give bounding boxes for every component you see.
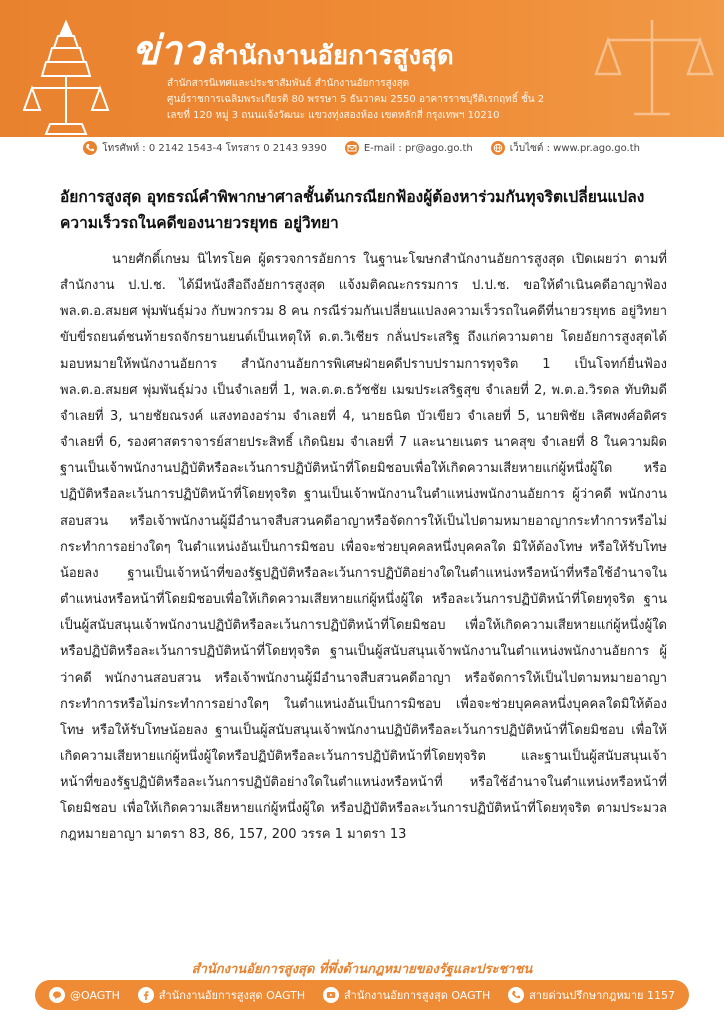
header-title <box>132 18 454 74</box>
youtube-icon <box>323 987 339 1003</box>
header-address-line-2: เลขที่ 120 หมู่ 3 ถนนแจ้งวัฒนะ แขวงทุ่งสองห้อง เขตหลักสี่ กรุงเทพฯ 10210 <box>167 110 500 121</box>
globe-icon <box>491 141 505 155</box>
email-text: E-mail : pr@ago.go.th <box>363 142 473 154</box>
facebook-icon <box>138 987 154 1003</box>
phone-icon <box>83 141 97 155</box>
phone-icon <box>508 987 524 1003</box>
line-icon <box>49 987 65 1003</box>
footer-slogan: สำนักงานอัยการสูงสุด ที่พึ่งด้านกฎหมายของรัฐและประชาชน <box>191 962 533 977</box>
footer-hotline[interactable] <box>508 986 675 1004</box>
footer-line-link[interactable] <box>49 987 120 1003</box>
footer-youtube-text: สำนักงานอัยการสูงสุด OAGTH <box>343 989 491 1002</box>
website-contact[interactable] <box>491 141 640 156</box>
header-org-line: สำนักสารนิเทศและประชาสัมพันธ์ สำนักงานอัยการสูงสุด <box>167 78 410 89</box>
email-icon <box>345 141 359 155</box>
article-headline: อัยการสูงสุด อุทธรณ์คำพิพากษาศาลชั้นต้นกรณียกฟ้องผู้ต้องหาร่วมกันทุจริตเปลี่ยนแปลงความเร็วรถในคดีของนายวรยุทธ อยู่วิทยา <box>60 188 645 232</box>
phone-text: โทรศัพท์ : 0 2142 1543-4 โทรสาร 0 2143 9390 <box>102 142 327 154</box>
header <box>0 0 724 170</box>
footer-hotline-text: สายด่วนปรึกษากฎหมาย 1157 <box>529 989 675 1002</box>
scales-of-justice-icon <box>590 10 724 132</box>
website-text: เว็บไซต์ : www.pr.ago.go.th <box>509 142 640 154</box>
email-contact[interactable] <box>345 141 473 155</box>
footer-facebook-text: สำนักงานอัยการสูงสุด OAGTH <box>158 989 306 1002</box>
header-title-main: ข่าว <box>132 28 205 74</box>
footer-facebook-link[interactable] <box>138 986 305 1004</box>
header-address-line-1: ศูนย์ราชการเฉลิมพระเกียรติ 80 พรรษา 5 ธันวาคม 2550 อาคารราชบุรีดิเรกฤทธิ์ ชั้น 2 <box>167 94 545 105</box>
header-contacts <box>0 137 724 159</box>
footer-youtube-link[interactable] <box>323 986 490 1004</box>
article-body: นายศักดิ์เกษม นิไทรโยค ผู้ตรวจการอัยการ ในฐานะโฆษกสำนักงานอัยการสูงสุด เปิดเผยว่า ตามที่สำนักงาน ป.ป.ช. ได้มีหนังสือถึงอัยการสูงสุด แจ้งมติคณะกรรมการ ป.ป.ช. ขอให้ดำเนินคดีอาญาฟ้อง พล.ต.อ.สมยศ พุ่มพันธุ์ม่วง กับพวกรวม 8 คน กรณีร่วมกันเปลี่ยนแปลงความเร็วรถในคดีที่นายวรยุทธ อยู่วิทยา ขับขี่รถยนต์ชนท้ายรถจักรยานยนต์เป็นเหตุให้ ด.ต.วิเชียร กลั่นประเสริฐ ถึงแก่ความตาย โดยอัยการสูงสุดได้มอบหมายให้พนักงานอัยการ สำนักงานอัยการพิเศษฝ่ายคดีปราบปรามการทุจริต 1 เป็นโจทก์ยื่นฟ้อง พล.ต.อ.สมยศ พุ่มพันธุ์ม่วง เป็นจำเลยที่ 1, พล.ต.ต.ธวัชชัย เมฆประเสริฐสุข จำเลยที่ 2, พ.ต.อ.วิรดล ทับทิมดี จำเลยที่ 3, นายชัยณรงค์ แสงทองอร่าม จำเลยที่ 4, นายธนิต บัวเขียว จำเลยที่ 5, นายพิชัย เลิศพงศ์อดิศร จำเลยที่ 6, รองศาสตราจารย์สายประสิทธิ์ เกิดนิยม จำเลยที่ 7 และนายเนตร นาคสุข จำเลยที่ 8 ในความผิดฐานเป็นเจ้าพนักงานปฏิบัติหรือละเว้นการปฏิบัติหน้าที่โดยมิชอบเพื่อให้เกิดความเสียหายแก่ผู้หนึ่งผู้ใด หรือปฏิบัติหรือละเว้นการปฏิบัติหน้าที่โดยทุจริต ฐานเป็นเจ้าพนักงานในตำแหน่งพนักงานอัยการ ผู้ว่าคดี พนักงานสอบสวน หรือเจ้าพนักงานผู้มีอำนาจสืบสวนคดีอาญาหรือจัดการให้เป็นไปตามหมายอาญากระทำการหรือไม่กระทำการอย่างใดๆ ในตำแหน่งอันเป็นการมิชอบ เพื่อจะช่วยบุคคลหนึ่งบุคคลใด มิให้ต้องโทษ หรือให้รับโทษน้อยลง ฐานเป็นเจ้าหน้าที่ของรัฐปฏิบัติหรือละเว้นการปฏิบัติอย่างใดในตำแหน่งหรือหน้าที่หรือใช้อำนาจในตำแหน่งหรือหน้าที่โดยมิชอบเพื่อให้เกิดความเสียหายแก่ผู้หนึ่งผู้ใด หรือละเว้นการปฏิบัติหน้าที่โดยทุจริต ฐานเป็นผู้สนับสนุนเจ้าพนักงานปฏิบัติหรือละเว้นการปฏิบัติหน้าที่โดยมิชอบ เพื่อให้เกิดความเสียหายแก่ผู้หนึ่งผู้ใด หรือปฏิบัติหรือละเว้นการปฏิบัติหน้าที่โดยทุจริต ฐานเป็นผู้สนับสนุนเจ้าพนักงานในตำแหน่งพนักงานอัยการ ผู้ว่าคดี พนักงานสอบสวน หรือเจ้าพนักงานผู้มีอำนาจสืบสวนคดีอาญา หรือจัดการให้เป็นไปตามหมายอาญากระทำการหรือไม่กระทำการอย่างใดๆ ในตำแหน่งอันเป็นการมิชอบ เพื่อจะช่วยบุคคลหนึ่งบุคคลใดมิให้ต้องโทษ หรือให้รับโทษน้อยลง ฐานเป็นผู้สนับสนุนเจ้าพนักงานปฏิบัติหรือละเว้นการปฏิบัติหน้าที่โดยมิชอบ เพื่อให้เกิดความเสียหายแก่ผู้หนึ่งผู้ใดหรือปฏิบัติหรือละเว้นการปฏิบัติหน้าที่โดยทุจริต และฐานเป็นผู้สนับสนุนเจ้าหน้าที่ของรัฐปฏิบัติหรือละเว้นการปฏิบัติอย่างใดในตำแหน่งหรือหน้าที่ หรือใช้อำนาจในตำแหน่งหรือหน้าที่โดยมิชอบ เพื่อให้เกิดความเสียหายแก่ผู้หนึ่งผู้ใด หรือปฏิบัติหรือละเว้นการปฏิบัติหน้าที่โดยทุจริต ตามประมวลกฎหมายอาญา มาตรา 83, 86, 157, 200 วรรค 1 มาตรา 13 <box>60 252 667 843</box>
footer-line-text: @OAGTH <box>70 988 120 1002</box>
phone-contact <box>83 141 327 156</box>
attorney-general-emblem-icon <box>20 18 112 140</box>
footer-bar <box>35 980 689 1010</box>
header-title-sub: สำนักงานอัยการสูงสุด <box>208 41 454 71</box>
